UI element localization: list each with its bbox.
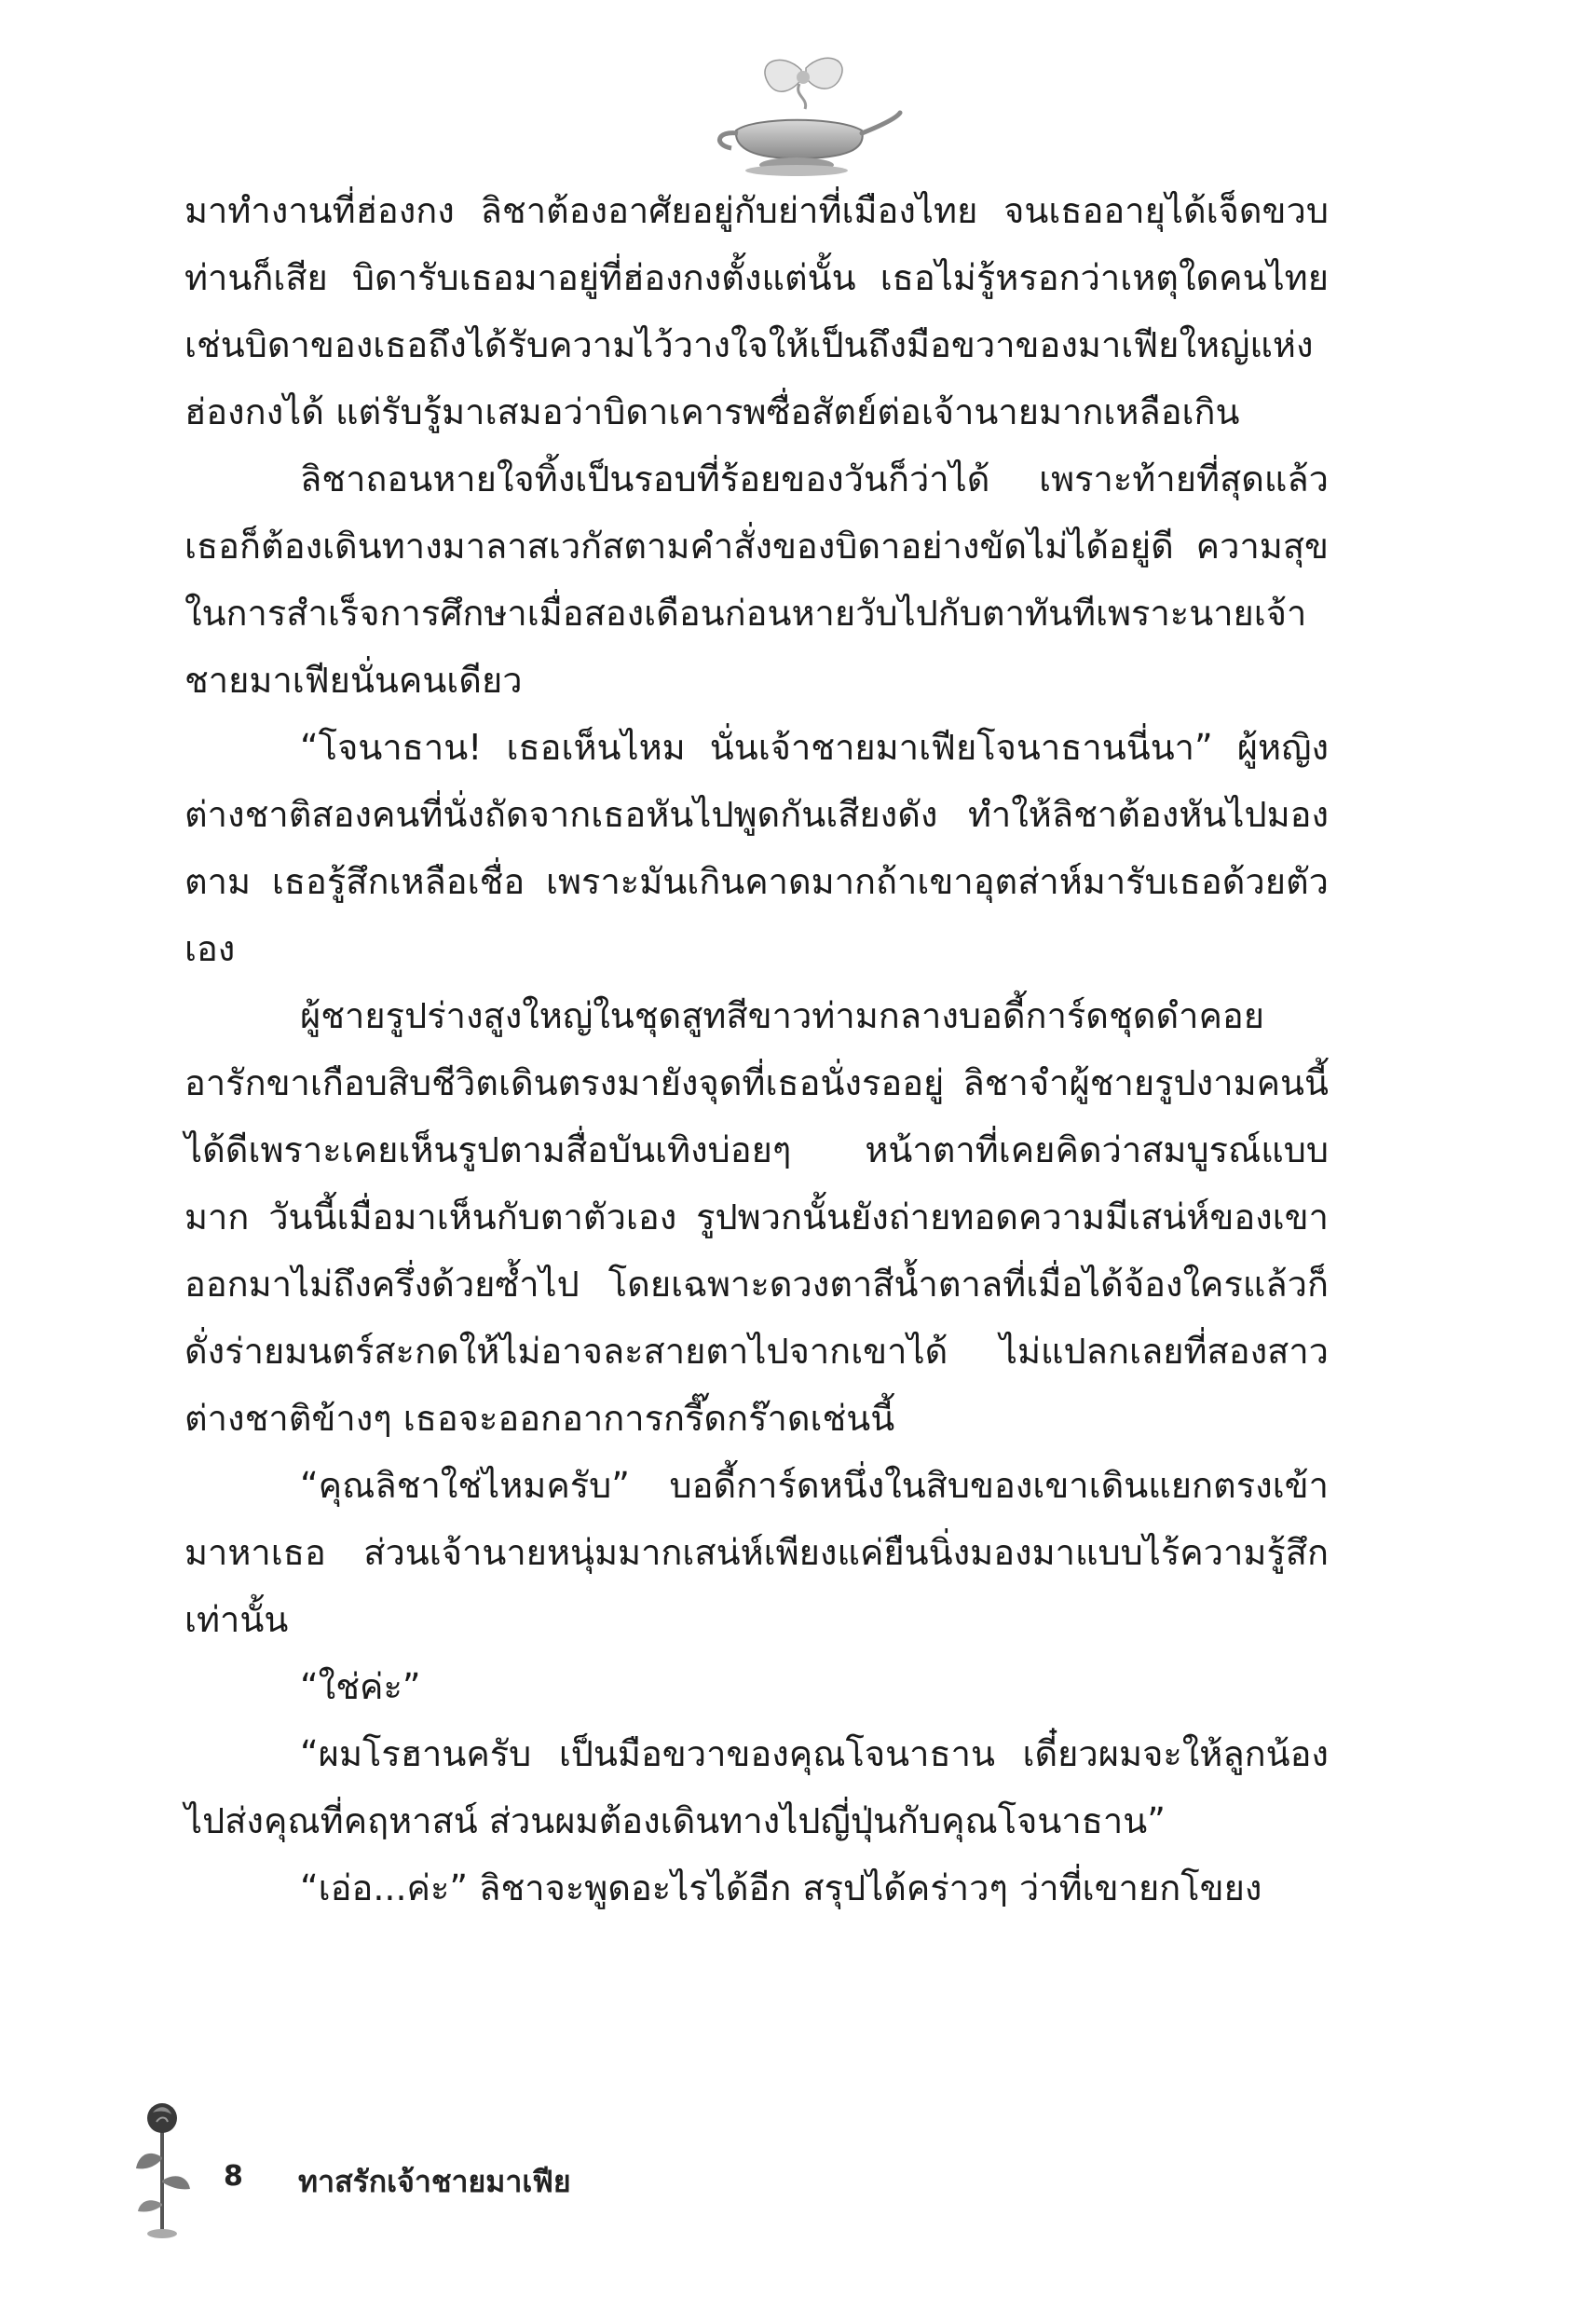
paragraph: “คุณลิชาใช่ไหมครับ” บอดี้การ์ดหนึ่งในสิบของเขาเดินแยกตรงเข้ามาหาเธอ ส่วนเจ้านายหนุ่มมากเสน่ห์เพียงแค่ยืนนิ่งมองมาแบบไร้ความรู้สึกเท่านั้น	[184, 1465, 1329, 1640]
book-title: ทาสรักเจ้าชายมาเฟีย	[298, 2164, 571, 2199]
paragraph: มาทำงานที่ฮ่องกง ลิชาต้องอาศัยอยู่กับย่าที่เมืองไทย จนเธออายุได้เจ็ดขวบท่านก็เสีย บิดารับเธอมาอยู่ที่ฮ่องกงตั้งแต่นั้น เธอไม่รู้หรอกว่าเหตุใดคนไทยเช่นบิดาของเธอถึงได้รับความไว้วางใจให้เป็นถึงมือขวาของมาเฟียใหญ่แห่งฮ่องกงได้ แต่รับรู้มาเสมอว่าบิดาเคารพซื่อสัตย์ต่อเจ้านายมากเหลือเกิน	[184, 190, 1329, 432]
paragraph: ลิชาถอนหายใจทิ้งเป็นรอบที่ร้อยของวันก็ว่าได้ เพราะท้ายที่สุดแล้วเธอก็ต้องเดินทางมาลาสเวกัสตามคำสั่งของบิดาอย่างขัดไม่ได้อยู่ดี ความสุขในการสำเร็จการศึกษาเมื่อสองเดือนก่อนหายวับไปกับตาทันทีเพราะนายเจ้าชายมาเฟียนั่นคนเดียว	[184, 458, 1329, 701]
fairy-teapot-ornament-icon	[689, 51, 904, 182]
rose-flower-icon	[129, 2092, 196, 2241]
paragraph: “โจนาธาน! เธอเห็นไหม นั่นเจ้าชายมาเฟียโจนาธานนี่นา” ผู้หญิงต่างชาติสองคนที่นั่งถัดจากเธอหันไปพูดกันเสียงดัง ทำให้ลิชาต้องหันไปมองตาม เธอรู้สึกเหลือเชื่อ เพราะมันเกินคาดมากถ้าเขาอุตส่าห์มารับเธอด้วยตัวเอง	[184, 727, 1329, 969]
paragraph: ผู้ชายรูปร่างสูงใหญ่ในชุดสูทสีขาวท่ามกลางบอดี้การ์ดชุดดำคอยอารักขาเกือบสิบชีวิตเดินตรงมายังจุดที่เธอนั่งรออยู่ ลิชาจำผู้ชายรูปงามคนนี้ได้ดีเพราะเคยเห็นรูปตามสื่อบันเทิงบ่อยๆ หน้าตาที่เคยคิดว่าสมบูรณ์แบบมาก วันนี้เมื่อมาเห็นกับตาตัวเอง รูปพวกนั้นยังถ่ายทอดความมีเสน่ห์ของเขาออกมาไม่ถึงครึ่งด้วยซ้ำไป โดยเฉพาะดวงตาสีน้ำตาลที่เมื่อได้จ้องใครแล้วก็ดั่งร่ายมนตร์สะกดให้ไม่อาจละสายตาไปจากเขาได้ ไม่แปลกเลยที่สองสาวต่างชาติข้างๆ เธอจะออกอาการกรี๊ดกร๊าดเช่นนี้	[184, 995, 1329, 1439]
paragraph: “ผมโรฮานครับ เป็นมือขวาของคุณโจนาธาน เดี๋ยวผมจะให้ลูกน้องไปส่งคุณที่คฤหาสน์ ส่วนผมต้องเดินทางไปญี่ปุ่นกับคุณโจนาธาน”	[184, 1733, 1329, 1841]
page-number: 8	[224, 2160, 243, 2193]
paragraph: “ใช่ค่ะ”	[300, 1666, 421, 1707]
body-text	[184, 177, 1329, 1921]
paragraph: “เอ่อ...ค่ะ” ลิชาจะพูดอะไรได้อีก สรุปได้คร่าวๆ ว่าที่เขายกโขยง	[300, 1867, 1262, 1908]
